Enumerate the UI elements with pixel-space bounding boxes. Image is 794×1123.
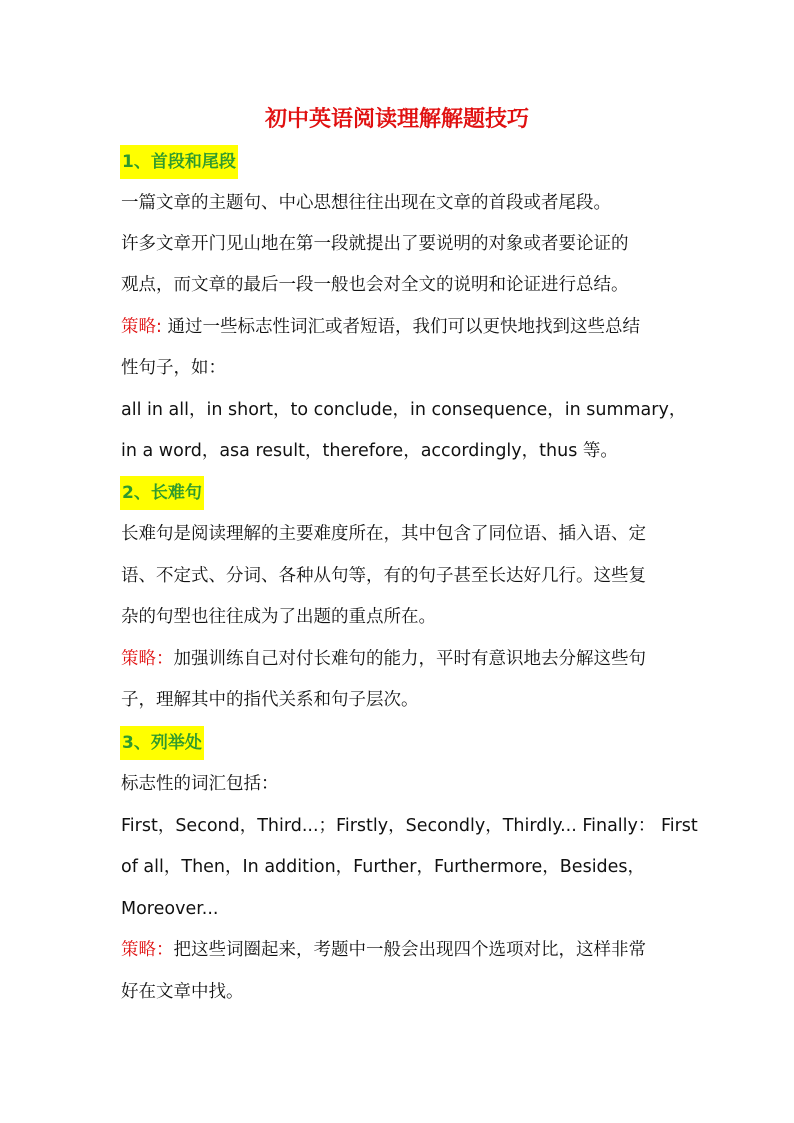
strategy-text: 通过一些标志性词汇或者短语，我们可以更快地找到这些总结 <box>167 317 640 337</box>
strategy-label: 策略： <box>121 649 174 669</box>
section3-line1: 标志性的词汇包括： <box>121 774 279 794</box>
section1-examples-line2: in a word，asa result，therefore，accordingly，thus 等。 <box>121 441 618 461</box>
strategy-text: 把这些词圈起来，考题中一般会出现四个选项对比，这样非常 <box>173 940 646 960</box>
section1-line1: 一篇文章的主题句、中心思想往往出现在文章的首段或者尾段。 <box>121 193 611 213</box>
section-heading-2: 2、长难句 <box>120 476 204 510</box>
section1-line2: 许多文章开门见山地在第一段就提出了要说明的对象或者要论证的 <box>121 234 629 254</box>
section1-examples-line1: all in all，in short，to conclude，in consequence，in summary， <box>121 400 687 420</box>
section1-strategy-line1 <box>121 312 691 342</box>
section-heading-3: 3、列举处 <box>120 726 204 760</box>
section2-line1: 长难句是阅读理解的主要难度所在，其中包含了同位语、插入语、定 <box>121 524 646 544</box>
section2-strategy-line2: 子，理解其中的指代关系和句子层次。 <box>121 690 419 710</box>
section1-strategy-line2: 性句子，如： <box>121 358 226 378</box>
section1-line3: 观点，而文章的最后一段一般也会对全文的说明和论证进行总结。 <box>121 275 629 295</box>
strategy-label: 策略： <box>121 940 174 960</box>
section3-line4: Moreover... <box>121 899 219 919</box>
section3-strategy-line1 <box>121 935 691 965</box>
section3-line2: First，Second，Third...；Firstly，Secondly，Thirdly... Finally： First <box>121 816 698 836</box>
section2-strategy-line1 <box>121 644 691 674</box>
page-title: 初中英语阅读理解解题技巧 <box>264 107 529 132</box>
section3-strategy-line2: 好在文章中找。 <box>121 982 244 1002</box>
section-heading-1: 1、首段和尾段 <box>120 145 238 179</box>
strategy-text: 加强训练自己对付长难句的能力，平时有意识地去分解这些句 <box>173 649 646 669</box>
section2-line3: 杂的句型也往往成为了出题的重点所在。 <box>121 607 436 627</box>
section3-line3: of all，Then，In addition，Further，Furthermore，Besides， <box>121 857 646 877</box>
section2-line2: 语、不定式、分词、各种从句等，有的句子甚至长达好几行。这些复 <box>121 566 646 586</box>
strategy-label: 策略: <box>121 317 162 337</box>
